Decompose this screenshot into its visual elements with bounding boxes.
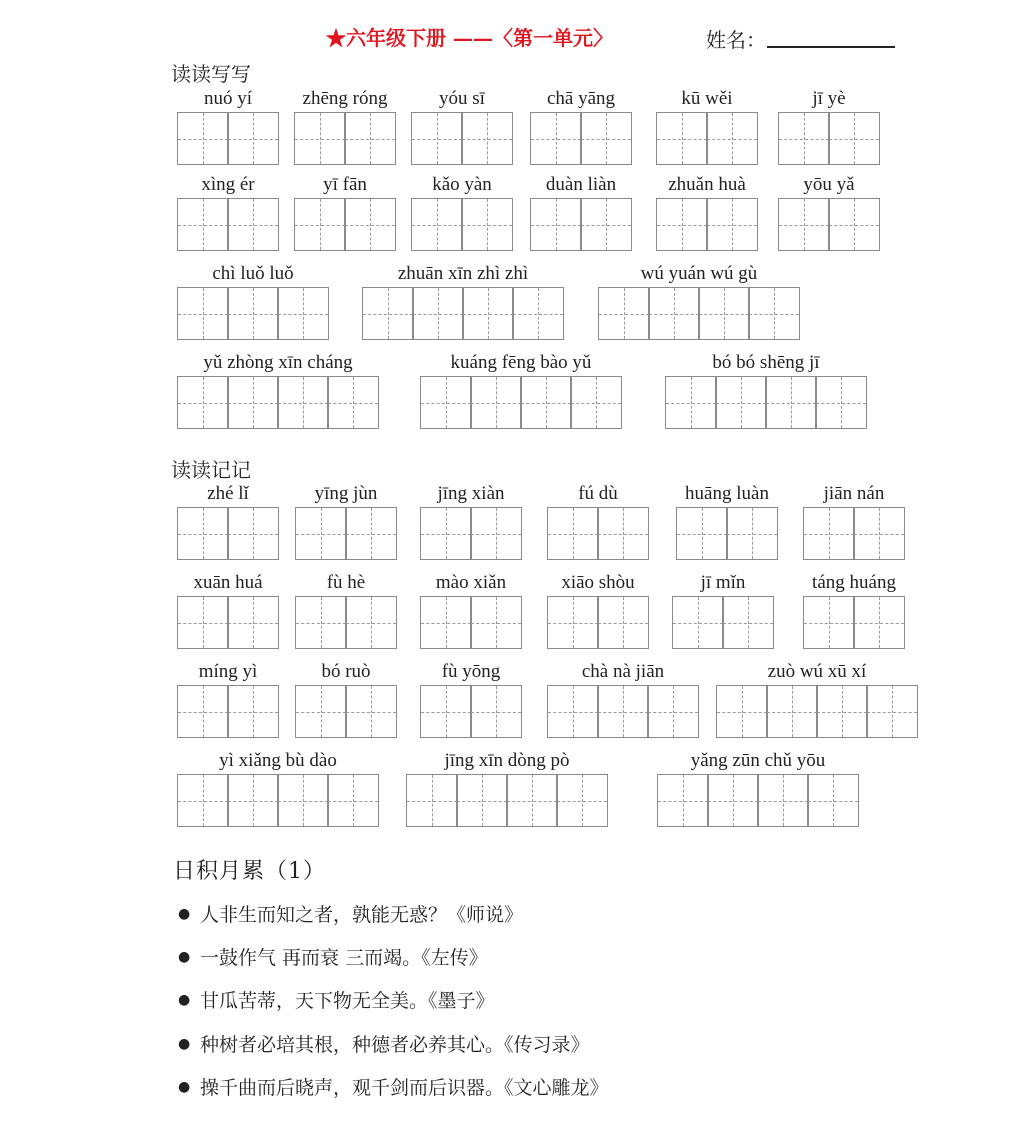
pinyin-label: chì luǒ luǒ bbox=[212, 263, 294, 284]
pinyin-label: kū wěi bbox=[681, 88, 733, 109]
writing-box[interactable] bbox=[715, 376, 767, 429]
writing-box[interactable] bbox=[807, 774, 859, 827]
writing-box[interactable] bbox=[706, 112, 758, 165]
proverb-item bbox=[178, 943, 488, 970]
pinyin-label: fù hè bbox=[326, 572, 366, 593]
writing-box[interactable] bbox=[344, 198, 396, 251]
word-item bbox=[411, 88, 513, 166]
writing-box[interactable] bbox=[580, 112, 632, 165]
word-item bbox=[530, 88, 632, 166]
writing-box[interactable] bbox=[778, 198, 830, 251]
writing-box[interactable] bbox=[748, 287, 800, 340]
pinyin-label: yīng jùn bbox=[314, 483, 378, 504]
writing-box[interactable] bbox=[295, 685, 347, 738]
pinyin-label: kǎo yàn bbox=[432, 174, 492, 195]
pinyin-label: xìng ér bbox=[201, 174, 255, 195]
pinyin-label: jī yè bbox=[812, 88, 846, 109]
word-item bbox=[657, 750, 859, 828]
writing-box[interactable] bbox=[597, 596, 649, 649]
writing-box[interactable] bbox=[420, 596, 472, 649]
name-label: 姓名： bbox=[706, 28, 766, 52]
writing-box[interactable] bbox=[227, 112, 279, 165]
writing-box[interactable] bbox=[597, 685, 649, 738]
word-item bbox=[411, 174, 513, 252]
writing-box[interactable] bbox=[177, 596, 229, 649]
section-heading-read-remember: 读读记记 bbox=[171, 458, 251, 482]
pinyin-label: fú dù bbox=[578, 483, 618, 504]
pinyin-label: jīng xiàn bbox=[437, 483, 505, 504]
writing-box[interactable] bbox=[597, 507, 649, 560]
word-item bbox=[665, 352, 867, 430]
writing-box[interactable] bbox=[765, 376, 817, 429]
word-item bbox=[778, 174, 880, 252]
proverb-text: 操千曲而后晓声，观千剑而后识器。《文心雕龙》 bbox=[200, 1077, 609, 1099]
writing-box[interactable] bbox=[294, 112, 346, 165]
pinyin-label: duàn liàn bbox=[545, 174, 617, 195]
writing-box[interactable] bbox=[470, 596, 522, 649]
writing-box[interactable] bbox=[598, 287, 650, 340]
writing-box[interactable] bbox=[277, 774, 329, 827]
writing-box[interactable] bbox=[411, 198, 463, 251]
writing-box[interactable] bbox=[295, 596, 347, 649]
word-item bbox=[656, 174, 758, 252]
pinyin-label: xuān huá bbox=[193, 572, 263, 593]
bullet-icon: ● bbox=[178, 992, 191, 1008]
writing-box[interactable] bbox=[580, 198, 632, 251]
writing-box[interactable] bbox=[227, 507, 279, 560]
word-item bbox=[177, 572, 279, 650]
writing-box[interactable] bbox=[726, 507, 778, 560]
writing-box[interactable] bbox=[778, 112, 830, 165]
writing-box[interactable] bbox=[716, 685, 768, 738]
word-item bbox=[295, 572, 397, 650]
pinyin-label: jī mǐn bbox=[700, 572, 746, 593]
writing-box[interactable] bbox=[853, 507, 905, 560]
proverb-item bbox=[178, 900, 523, 927]
word-item bbox=[294, 174, 396, 252]
writing-box[interactable] bbox=[520, 376, 572, 429]
word-item bbox=[530, 174, 632, 252]
word-item bbox=[778, 88, 880, 166]
pinyin-label: chā yāng bbox=[546, 88, 616, 109]
pinyin-label: zuò wú xū xí bbox=[767, 661, 867, 682]
writing-box[interactable] bbox=[420, 507, 472, 560]
proverb-item bbox=[178, 1030, 590, 1057]
writing-box[interactable] bbox=[556, 774, 608, 827]
writing-box[interactable] bbox=[177, 112, 229, 165]
writing-box[interactable] bbox=[327, 774, 379, 827]
pinyin-label: zhēng róng bbox=[302, 88, 388, 109]
writing-box[interactable] bbox=[227, 198, 279, 251]
bullet-icon: ● bbox=[178, 906, 191, 922]
writing-box[interactable] bbox=[853, 596, 905, 649]
word-item bbox=[406, 750, 608, 828]
writing-box[interactable] bbox=[803, 507, 855, 560]
writing-box[interactable] bbox=[327, 376, 379, 429]
bullet-icon: ● bbox=[178, 1036, 191, 1052]
writing-box[interactable] bbox=[470, 507, 522, 560]
accumulation-heading: 日积月累（1） bbox=[173, 859, 326, 884]
writing-box[interactable] bbox=[177, 198, 229, 251]
writing-box[interactable] bbox=[647, 685, 699, 738]
writing-box[interactable] bbox=[722, 596, 774, 649]
worksheet-title: ★六年级下册 ——〈第一单元〉 bbox=[326, 26, 613, 50]
pinyin-label: mào xiǎn bbox=[435, 572, 507, 593]
writing-box[interactable] bbox=[656, 198, 708, 251]
writing-box[interactable] bbox=[470, 685, 522, 738]
word-item bbox=[676, 483, 778, 561]
name-blank-line bbox=[767, 46, 895, 48]
pinyin-label: yóu sī bbox=[439, 88, 485, 109]
word-item bbox=[420, 483, 522, 561]
writing-box[interactable] bbox=[177, 774, 229, 827]
word-item bbox=[177, 263, 329, 341]
pinyin-label: kuáng fēng bào yǔ bbox=[450, 352, 592, 373]
writing-box[interactable] bbox=[294, 198, 346, 251]
pinyin-label: nuó yí bbox=[203, 88, 253, 109]
writing-box[interactable] bbox=[766, 685, 818, 738]
writing-box[interactable] bbox=[512, 287, 564, 340]
writing-box[interactable] bbox=[461, 198, 513, 251]
pinyin-label: yǔ zhòng xīn cháng bbox=[203, 352, 353, 373]
pinyin-label: zhé lǐ bbox=[207, 483, 249, 504]
pinyin-label: yǎng zūn chǔ yōu bbox=[690, 750, 826, 771]
pinyin-label: zhuān xīn zhì zhì bbox=[397, 263, 529, 284]
writing-box[interactable] bbox=[470, 376, 522, 429]
writing-box[interactable] bbox=[816, 685, 868, 738]
writing-box[interactable] bbox=[506, 774, 558, 827]
word-item bbox=[177, 661, 279, 739]
word-item bbox=[177, 750, 379, 828]
writing-box[interactable] bbox=[456, 774, 508, 827]
writing-box[interactable] bbox=[227, 287, 279, 340]
pinyin-label: míng yì bbox=[198, 661, 258, 682]
word-item bbox=[362, 263, 564, 341]
writing-box[interactable] bbox=[676, 507, 728, 560]
writing-box[interactable] bbox=[656, 112, 708, 165]
pinyin-label: jiān nán bbox=[823, 483, 885, 504]
pinyin-label: yì xiǎng bù dào bbox=[219, 750, 337, 771]
pinyin-label: chà nà jiān bbox=[581, 661, 665, 682]
writing-box[interactable] bbox=[345, 596, 397, 649]
writing-box[interactable] bbox=[177, 685, 229, 738]
pinyin-label: yōu yǎ bbox=[803, 174, 855, 195]
writing-box[interactable] bbox=[227, 596, 279, 649]
word-item bbox=[294, 88, 396, 166]
pinyin-label: fù yōng bbox=[441, 661, 501, 682]
writing-box[interactable] bbox=[461, 112, 513, 165]
writing-box[interactable] bbox=[227, 774, 279, 827]
writing-box[interactable] bbox=[411, 112, 463, 165]
proverb-text: 种树者必培其根，种德者必养其心。《传习录》 bbox=[200, 1034, 590, 1056]
writing-box[interactable] bbox=[177, 376, 229, 429]
word-item bbox=[547, 483, 649, 561]
word-item bbox=[177, 174, 279, 252]
word-item bbox=[547, 661, 699, 739]
word-item bbox=[177, 483, 279, 561]
writing-box[interactable] bbox=[547, 685, 599, 738]
proverb-text: 甘瓜苦蒂，天下物无全美。《墨子》 bbox=[200, 990, 495, 1012]
writing-box[interactable] bbox=[295, 507, 347, 560]
writing-box[interactable] bbox=[672, 596, 724, 649]
writing-box[interactable] bbox=[177, 507, 229, 560]
proverb-text: 人非生而知之者，孰能无惑？《师说》 bbox=[200, 904, 524, 926]
writing-box[interactable] bbox=[803, 596, 855, 649]
writing-box[interactable] bbox=[227, 376, 279, 429]
writing-box[interactable] bbox=[277, 287, 329, 340]
word-item bbox=[295, 661, 397, 739]
writing-box[interactable] bbox=[462, 287, 514, 340]
word-item bbox=[177, 88, 279, 166]
writing-box[interactable] bbox=[412, 287, 464, 340]
pinyin-label: xiāo shòu bbox=[561, 572, 635, 593]
pinyin-label: huāng luàn bbox=[685, 483, 769, 504]
writing-box[interactable] bbox=[420, 685, 472, 738]
bullet-icon: ● bbox=[178, 1079, 191, 1095]
writing-box[interactable] bbox=[227, 685, 279, 738]
section-heading-read-write: 读读写写 bbox=[171, 62, 251, 86]
proverb-item bbox=[178, 986, 495, 1013]
pinyin-label: jīng xīn dòng pò bbox=[444, 750, 570, 771]
word-item bbox=[420, 352, 622, 430]
pinyin-label: bó bó shēng jī bbox=[712, 352, 820, 373]
writing-box[interactable] bbox=[707, 774, 759, 827]
writing-box[interactable] bbox=[362, 287, 414, 340]
word-item bbox=[547, 572, 649, 650]
word-item bbox=[803, 572, 905, 650]
word-item bbox=[420, 661, 522, 739]
word-item bbox=[803, 483, 905, 561]
writing-box[interactable] bbox=[547, 507, 599, 560]
proverb-item bbox=[178, 1073, 609, 1100]
writing-box[interactable] bbox=[177, 287, 229, 340]
writing-box[interactable] bbox=[344, 112, 396, 165]
writing-box[interactable] bbox=[547, 596, 599, 649]
pinyin-label: wú yuán wú gù bbox=[640, 263, 758, 284]
writing-box[interactable] bbox=[277, 376, 329, 429]
pinyin-label: zhuǎn huà bbox=[668, 174, 746, 195]
writing-box[interactable] bbox=[665, 376, 717, 429]
writing-box[interactable] bbox=[828, 198, 880, 251]
writing-box[interactable] bbox=[530, 112, 582, 165]
word-item bbox=[716, 661, 918, 739]
word-item bbox=[598, 263, 800, 341]
bullet-icon: ● bbox=[178, 949, 191, 965]
word-item bbox=[656, 88, 758, 166]
writing-box[interactable] bbox=[706, 198, 758, 251]
writing-box[interactable] bbox=[345, 685, 397, 738]
pinyin-label: bó ruò bbox=[321, 661, 371, 682]
writing-box[interactable] bbox=[345, 507, 397, 560]
writing-box[interactable] bbox=[815, 376, 867, 429]
pinyin-label: yī fān bbox=[323, 174, 367, 195]
pinyin-label: táng huáng bbox=[812, 572, 896, 593]
writing-box[interactable] bbox=[530, 198, 582, 251]
writing-box[interactable] bbox=[866, 685, 918, 738]
word-item bbox=[672, 572, 774, 650]
writing-box[interactable] bbox=[828, 112, 880, 165]
writing-box[interactable] bbox=[420, 376, 472, 429]
word-item bbox=[295, 483, 397, 561]
writing-box[interactable] bbox=[406, 774, 458, 827]
writing-box[interactable] bbox=[698, 287, 750, 340]
word-item bbox=[177, 352, 379, 430]
word-item bbox=[420, 572, 522, 650]
writing-box[interactable] bbox=[757, 774, 809, 827]
writing-box[interactable] bbox=[570, 376, 622, 429]
writing-box[interactable] bbox=[657, 774, 709, 827]
writing-box[interactable] bbox=[648, 287, 700, 340]
proverb-text: 一鼓作气 再而衰 三而竭。《左传》 bbox=[200, 947, 488, 969]
